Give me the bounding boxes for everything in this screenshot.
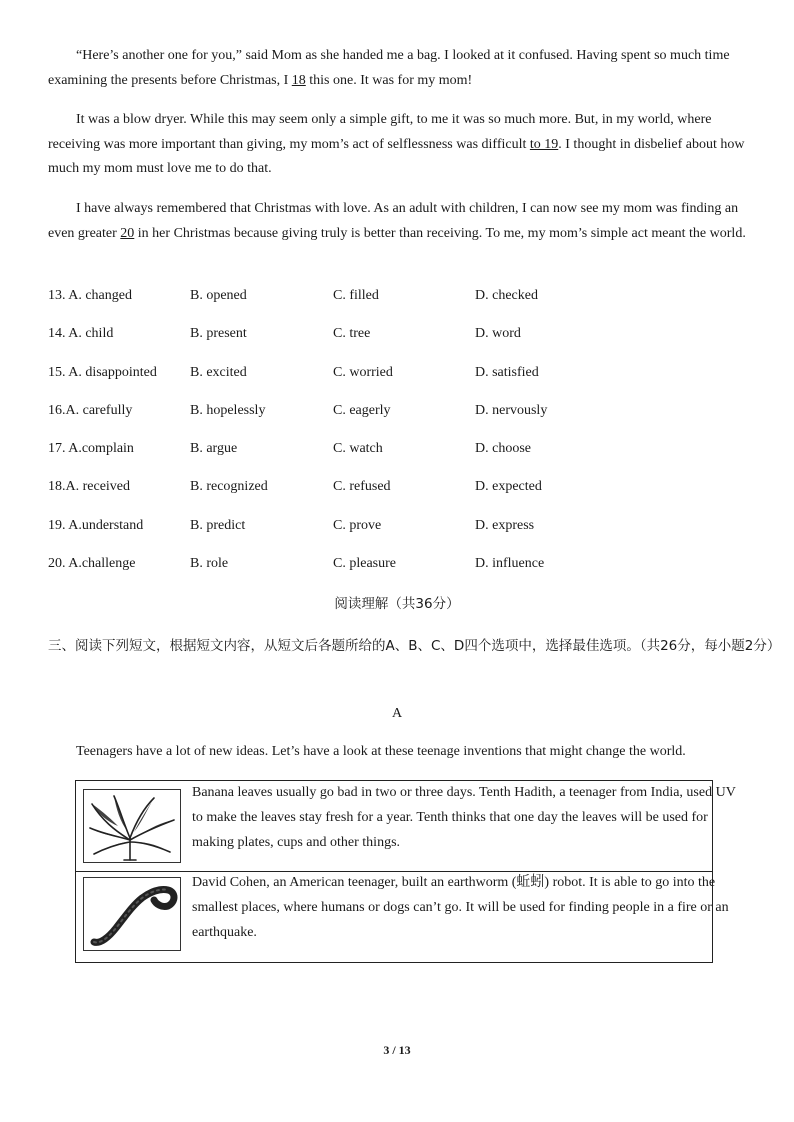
question-row: [48, 362, 760, 384]
option-a: 16.A. carefully: [48, 403, 133, 418]
option-d: D. word: [475, 326, 521, 341]
option-b: B. hopelessly: [190, 403, 266, 418]
option-d: D. choose: [475, 441, 531, 456]
option-a: 17. A.complain: [48, 441, 134, 456]
option-a: 14. A. child: [48, 326, 114, 341]
passage-paragraph-2: It was a blow dryer. While this may seem only a simple gift, to me it was so much more. But, in my world, where receiving was more important than giving, my mom’s act of selflessness was difficult to 19. I thought in disbelief about how much my mom must love me to do that.: [48, 112, 745, 176]
option-d: D. checked: [475, 288, 538, 303]
blank-20: 20: [120, 225, 135, 241]
option-d: D. influence: [475, 556, 545, 571]
option-b: B. opened: [190, 288, 247, 303]
invention-description: David Cohen, an American teenager, built an earthworm (蚯蚓) robot. It is able to go into the smallest places, where humans or dogs can’t go. It will be used for finding people in a fire or an earthquake.: [192, 875, 729, 940]
question-row: [48, 323, 760, 345]
page-number: 3 / 13: [383, 1043, 411, 1057]
option-b: B. argue: [190, 441, 238, 456]
option-b: B. recognized: [190, 479, 268, 494]
banana-leaf-icon: [83, 789, 181, 863]
passage-paragraph-3: I have always remembered that Christmas with love. As an adult with children, I can now see my mom was finding an even greater 20 in her Christmas because giving truly is better than receiving. To me, my mom’s simple act meant the world.: [48, 201, 746, 241]
section-instruction: 三、阅读下列短文，根据短文内容，从短文后各题所给的A、B、C、D四个选项中，选择最佳选项。（共26分，每小题2分）: [48, 638, 781, 654]
blank-19: to 19: [529, 136, 559, 152]
option-a: 19. A.understand: [48, 518, 144, 533]
passage-paragraph-1: “Here’s another one for you,” said Mom as she handed me a bag. I looked at it confused. Having spent so much time examining the presents before Christmas, I 18 this one. It was for my mom!: [48, 48, 730, 88]
option-c: C. prove: [333, 518, 382, 533]
passage-intro: Teenagers have a lot of new ideas. Let’s have a look at these teenage inventions that might change the world.: [76, 744, 686, 759]
question-row: [48, 400, 760, 422]
option-b: B. present: [190, 326, 247, 341]
option-b: B. role: [190, 556, 229, 571]
option-c: C. watch: [333, 441, 383, 456]
section-title: 阅读理解（共36分）: [334, 596, 460, 612]
option-b: B. predict: [190, 518, 246, 533]
option-c: C. worried: [333, 365, 393, 380]
option-a: 20. A.challenge: [48, 556, 136, 571]
question-row: [48, 438, 760, 460]
earthworm-icon: [83, 877, 181, 951]
option-b: B. excited: [190, 365, 247, 380]
option-c: C. pleasure: [333, 556, 396, 571]
inventions-table: [75, 780, 736, 963]
question-row: [48, 515, 760, 537]
option-d: D. satisfied: [475, 365, 539, 380]
option-d: D. express: [475, 518, 535, 533]
question-row: [48, 476, 760, 498]
option-c: C. tree: [333, 326, 371, 341]
blank-18: 18: [291, 72, 306, 88]
question-row: [48, 285, 760, 307]
option-c: C. filled: [333, 288, 379, 303]
invention-description: Banana leaves usually go bad in two or three days. Tenth Hadith, a teenager from India, used UV to make the leaves stay fresh for a year. Tenth thinks that one day the leaves will be used for making plates, cups and other things.: [192, 785, 736, 850]
option-a: 13. A. changed: [48, 288, 132, 303]
question-row: [48, 553, 760, 575]
option-d: D. nervously: [475, 403, 548, 418]
option-c: C. refused: [333, 479, 391, 494]
table-row: [76, 872, 729, 962]
table-row: [76, 781, 736, 872]
option-a: 18.A. received: [48, 479, 131, 494]
passage-label: A: [391, 706, 403, 721]
option-c: C. eagerly: [333, 403, 391, 418]
option-d: D. expected: [475, 479, 542, 494]
option-a: 15. A. disappointed: [48, 365, 157, 380]
